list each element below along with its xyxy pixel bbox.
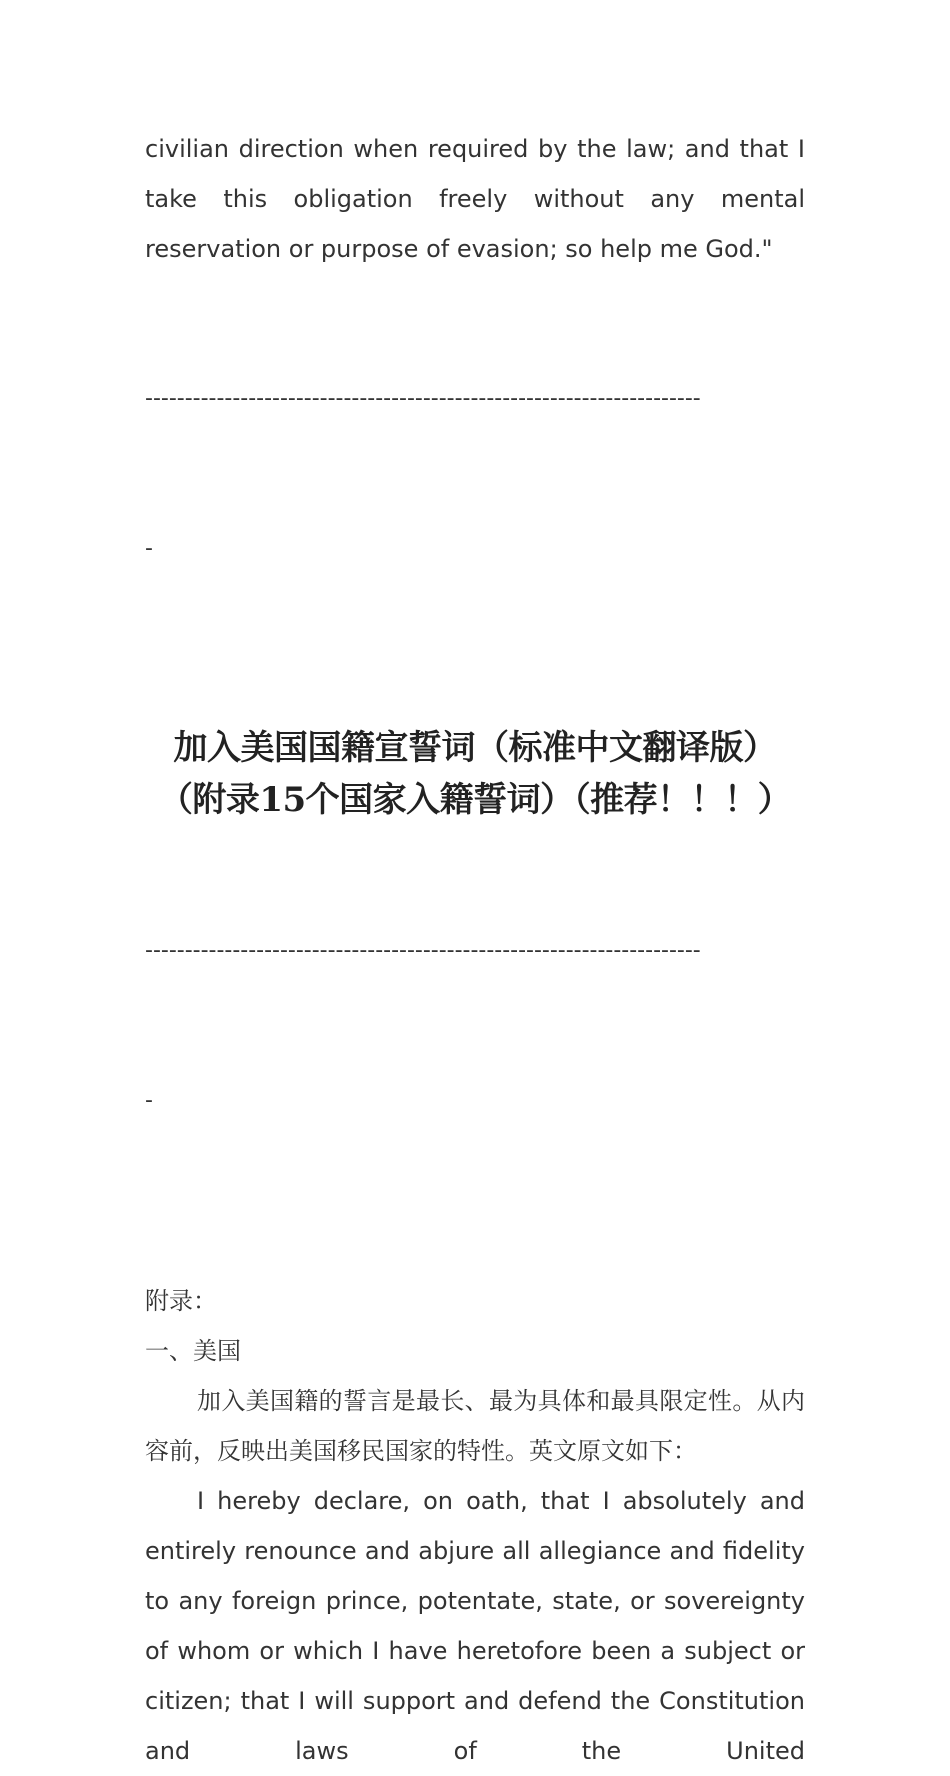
document-page (145, 0, 805, 1776)
separator-line: ---------------------------------------------------------------------- (145, 386, 701, 411)
title-line-2: （附录15个国家入籍誓词）（推荐！！！） (158, 780, 792, 820)
document-title (145, 722, 805, 826)
title-line-1: 加入美国国籍宣誓词（标准中文翻译版） (173, 728, 777, 768)
section-heading: 一、美国 (145, 1337, 241, 1365)
oath-tail-paragraph: civilian direction when required by the law; and that I take this obligation freely without any mental reservation or purpose of evasion; so help me God." (145, 135, 805, 263)
separator-rule-top (145, 274, 805, 674)
separator-line-end: - (145, 536, 153, 561)
appendix-label: 附录： (145, 1287, 217, 1315)
separator-rule-bottom (145, 826, 805, 1226)
oath-paragraph: I hereby declare, on oath, that I absolutely and entirely renounce and abjure all allegiance and fidelity to any foreign prince, potentate, state, or sovereignty of whom or which I have heretofore been a subject or citizen; that I will support and defend the Constitution and laws of the United (145, 1487, 805, 1765)
separator-line: ---------------------------------------------------------------------- (145, 938, 701, 963)
intro-paragraph: 加入美国籍的誓言是最长、最为具体和最具限定性。从内容前，反映出美国移民国家的特性。英文原文如下： (145, 1387, 805, 1465)
separator-line-end: - (145, 1088, 153, 1113)
